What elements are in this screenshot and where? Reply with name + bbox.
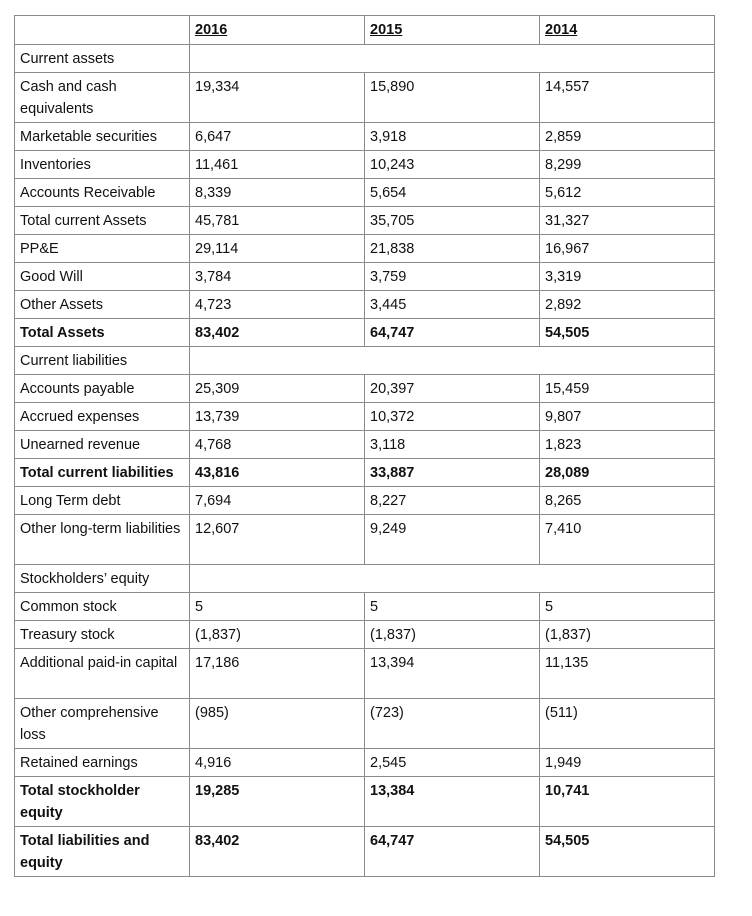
value-cell: 33,887 [365,459,540,487]
row-label: Other comprehensive loss [15,699,190,749]
value-cell: 5,612 [540,179,715,207]
row-label: Total Assets [15,319,190,347]
row-label: Common stock [15,593,190,621]
value-cell: 3,784 [190,263,365,291]
table-row [15,179,715,207]
row-label: Marketable securities [15,123,190,151]
value-cell: 16,967 [540,235,715,263]
value-cell: 83,402 [190,827,365,877]
value-cell: 5,654 [365,179,540,207]
value-cell: 25,309 [190,375,365,403]
value-cell: 7,694 [190,487,365,515]
value-cell: 10,372 [365,403,540,431]
row-label: Other Assets [15,291,190,319]
table-row [15,487,715,515]
row-label: Total liabilities and equity [15,827,190,877]
balance-sheet-table [14,15,715,877]
row-label: Total stockholder equity [15,777,190,827]
table-row [15,649,715,699]
table-row [15,319,715,347]
table-row [15,621,715,649]
value-cell: 54,505 [540,827,715,877]
value-cell: 3,918 [365,123,540,151]
row-label: Total current liabilities [15,459,190,487]
value-cell: 7,410 [540,515,715,565]
row-label: Stockholders’ equity [15,565,190,593]
value-cell: 1,949 [540,749,715,777]
value-cell: 13,384 [365,777,540,827]
row-label: Long Term debt [15,487,190,515]
value-cell: 15,459 [540,375,715,403]
value-cell: 4,916 [190,749,365,777]
table-row [15,235,715,263]
row-label: Unearned revenue [15,431,190,459]
value-cell: 4,768 [190,431,365,459]
table-row [15,123,715,151]
value-cell: (985) [190,699,365,749]
value-cell: 21,838 [365,235,540,263]
table-row [15,73,715,123]
value-cell: 11,461 [190,151,365,179]
section-blank-cell [190,565,715,593]
table-row [15,375,715,403]
value-cell: 9,249 [365,515,540,565]
row-label: Current liabilities [15,347,190,375]
value-cell: (723) [365,699,540,749]
value-cell: 3,759 [365,263,540,291]
row-label: Current assets [15,45,190,73]
section-row [15,347,715,375]
row-label: Inventories [15,151,190,179]
value-cell: 2,545 [365,749,540,777]
value-cell: 28,089 [540,459,715,487]
value-cell: 20,397 [365,375,540,403]
value-cell: (1,837) [540,621,715,649]
value-cell: 54,505 [540,319,715,347]
table-body [15,45,715,877]
value-cell: 31,327 [540,207,715,235]
value-cell: 3,445 [365,291,540,319]
table-row [15,403,715,431]
row-label: Retained earnings [15,749,190,777]
value-cell: 1,823 [540,431,715,459]
row-label: PP&E [15,235,190,263]
value-cell: 83,402 [190,319,365,347]
value-cell: 2,892 [540,291,715,319]
row-label: Treasury stock [15,621,190,649]
value-cell: 8,299 [540,151,715,179]
value-cell: 35,705 [365,207,540,235]
table-row [15,207,715,235]
section-blank-cell [190,347,715,375]
value-cell: 5 [365,593,540,621]
year-header: 2015 [365,16,540,45]
value-cell: 64,747 [365,319,540,347]
value-cell: 4,723 [190,291,365,319]
section-row [15,45,715,73]
table-row [15,291,715,319]
section-row [15,565,715,593]
value-cell: (1,837) [190,621,365,649]
section-blank-cell [190,45,715,73]
value-cell: 19,285 [190,777,365,827]
corner-cell [15,16,190,45]
table-row [15,827,715,877]
table-row [15,593,715,621]
value-cell: 2,859 [540,123,715,151]
value-cell: 10,243 [365,151,540,179]
value-cell: 64,747 [365,827,540,877]
value-cell: 13,394 [365,649,540,699]
value-cell: 12,607 [190,515,365,565]
year-header: 2014 [540,16,715,45]
table-row [15,459,715,487]
value-cell: 8,339 [190,179,365,207]
value-cell: 19,334 [190,73,365,123]
year-header: 2016 [190,16,365,45]
value-cell: 11,135 [540,649,715,699]
value-cell: 8,265 [540,487,715,515]
table-row [15,431,715,459]
value-cell: (511) [540,699,715,749]
value-cell: 9,807 [540,403,715,431]
table-row [15,749,715,777]
value-cell: 3,118 [365,431,540,459]
value-cell: (1,837) [365,621,540,649]
header-row [15,16,715,45]
table-row [15,777,715,827]
table-row [15,263,715,291]
row-label: Good Will [15,263,190,291]
value-cell: 43,816 [190,459,365,487]
value-cell: 45,781 [190,207,365,235]
row-label: Additional paid-in capital [15,649,190,699]
value-cell: 6,647 [190,123,365,151]
row-label: Other long-term liabilities [15,515,190,565]
value-cell: 15,890 [365,73,540,123]
row-label: Total current Assets [15,207,190,235]
value-cell: 29,114 [190,235,365,263]
value-cell: 8,227 [365,487,540,515]
value-cell: 14,557 [540,73,715,123]
table-row [15,515,715,565]
row-label: Accounts payable [15,375,190,403]
value-cell: 17,186 [190,649,365,699]
table-row [15,699,715,749]
table-row [15,151,715,179]
value-cell: 13,739 [190,403,365,431]
row-label: Cash and cash equivalents [15,73,190,123]
value-cell: 5 [190,593,365,621]
value-cell: 5 [540,593,715,621]
value-cell: 10,741 [540,777,715,827]
row-label: Accrued expenses [15,403,190,431]
row-label: Accounts Receivable [15,179,190,207]
value-cell: 3,319 [540,263,715,291]
